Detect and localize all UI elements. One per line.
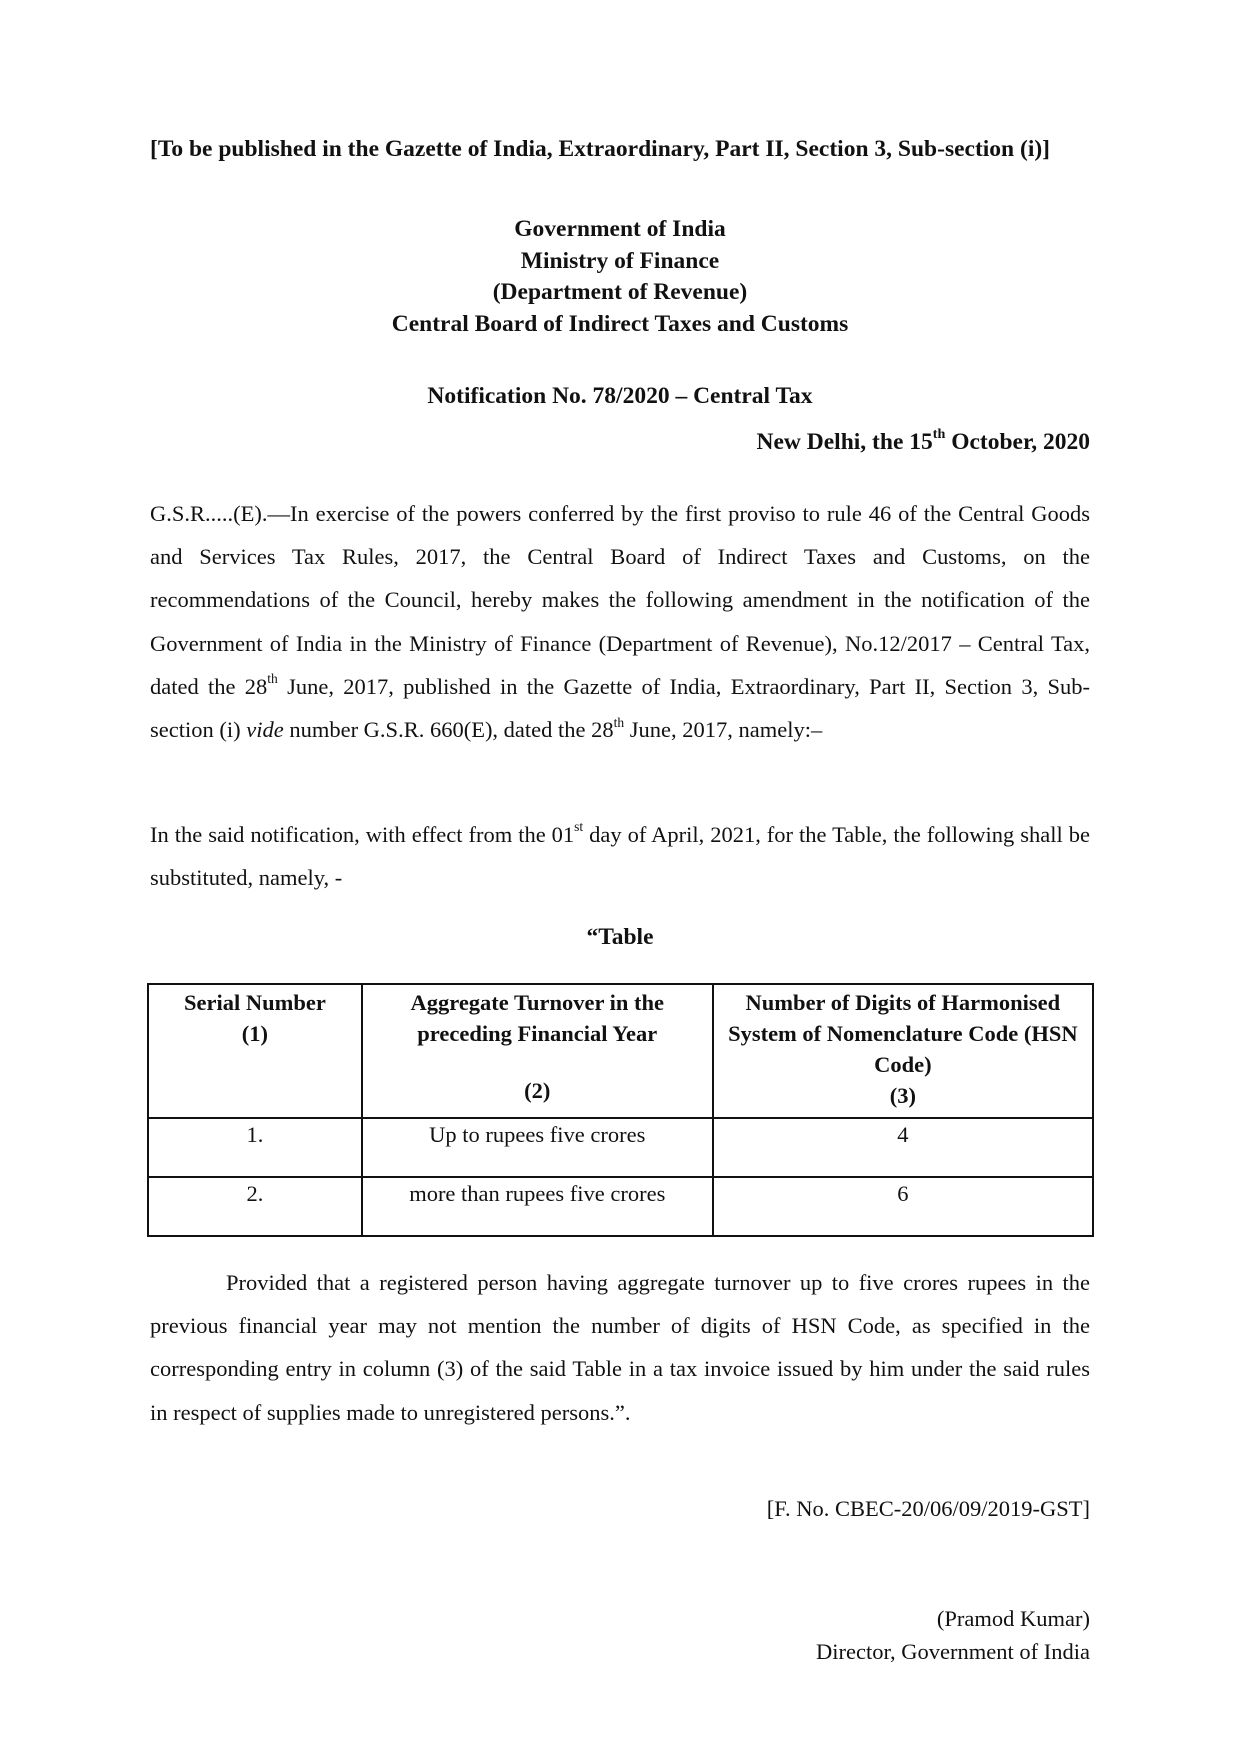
amendment-text-2: day of April, 2021, for the Table, the following shall be substituted, namely, - xyxy=(150,822,1090,891)
header-column-number: (1) xyxy=(241,1021,269,1046)
authority-board: Central Board of Indirect Taxes and Customs xyxy=(391,310,849,337)
table-header-row xyxy=(148,984,1093,1118)
hsn-digits-table xyxy=(147,983,1094,1237)
cell-digits: 6 xyxy=(713,1177,1093,1236)
table-caption: “Table xyxy=(586,924,654,950)
header-aggregate-turnover xyxy=(362,984,713,1118)
preamble-text-3: number G.S.R. 660(E), dated the 28 xyxy=(283,717,614,743)
cell-digits: 4 xyxy=(713,1118,1093,1177)
header-column-number: (2) xyxy=(524,1078,551,1103)
header-label: Aggregate Turnover in the preceding Financial Year xyxy=(410,990,665,1046)
header-hsn-digits xyxy=(713,984,1093,1118)
authority-department: (Department of Revenue) xyxy=(492,279,748,305)
file-number: [F. No. CBEC-20/06/09/2019-GST] xyxy=(766,1496,1090,1521)
table-row xyxy=(148,1177,1093,1236)
cell-serial: 2. xyxy=(148,1177,362,1236)
table-row xyxy=(148,1118,1093,1177)
header-column-number: (3) xyxy=(889,1083,916,1108)
ordinal-sup: th xyxy=(613,714,625,730)
preamble-text-1: G.S.R.....(E).—In exercise of the powers conferred by the first proviso to rule 46 of the Central Goods and Services Tax Rules, 2017, the Central Board of Indirect Taxes and Customs, on the recommendations of the Council, hereby makes the following amendment in the notification of the Government of India in the Ministry of Finance (Department of Revenue), No.12/2017 – Central Tax, dated the 28 xyxy=(150,501,1090,699)
signatory-designation: Director, Government of India xyxy=(816,1639,1090,1664)
amendment-text-1: In the said notification, with effect from the 01 xyxy=(150,822,575,847)
issuing-authority xyxy=(150,214,1090,340)
ordinal-sup: st xyxy=(574,819,584,835)
header-serial-number xyxy=(148,984,362,1118)
ordinal-sup: th xyxy=(267,671,278,687)
signatory-block xyxy=(150,1602,1090,1668)
cell-turnover: more than rupees five crores xyxy=(362,1177,713,1236)
authority-government: Government of India xyxy=(514,216,726,242)
cell-serial: 1. xyxy=(148,1118,362,1177)
cell-turnover: Up to rupees five crores xyxy=(362,1118,713,1177)
place-date-prefix: New Delhi, the 15 xyxy=(756,429,933,455)
signatory-name: (Pramod Kumar) xyxy=(936,1606,1090,1631)
header-label: Serial Number xyxy=(184,990,326,1015)
place-date-suffix: October, 2020 xyxy=(945,429,1090,455)
proviso-paragraph: Provided that a registered person having aggregate turnover up to five crores rupees in the previous financial year may not mention the number of digits of HSN Code, as specified in the corresponding entry in column (3) of the said Table in a tax invoice issued by him under the said rules in respect of supplies made to unregistered persons.”. xyxy=(150,1270,1090,1425)
amendment-paragraph xyxy=(150,813,1090,899)
authority-ministry: Ministry of Finance xyxy=(520,247,720,274)
preamble-text-2: June, 2017, published in the Gazette of India, Extraordinary, Part II, Section 3, Sub-section (i) xyxy=(150,673,1090,743)
place-and-date xyxy=(150,427,1090,458)
header-label: Number of Digits of Harmonised System of Nomenclature Code (HSN Code) xyxy=(728,990,1078,1077)
italic-vide: vide xyxy=(246,717,284,743)
preamble-text-4: June, 2017, namely:– xyxy=(624,717,823,743)
preamble-paragraph xyxy=(150,492,1090,751)
gazette-publication-note: [To be published in the Gazette of India, Extraordinary, Part II, Section 3, Sub-section (i)] xyxy=(150,136,1050,162)
notification-title: Notification No. 78/2020 – Central Tax xyxy=(427,383,813,409)
place-date-ordinal: th xyxy=(932,426,946,443)
